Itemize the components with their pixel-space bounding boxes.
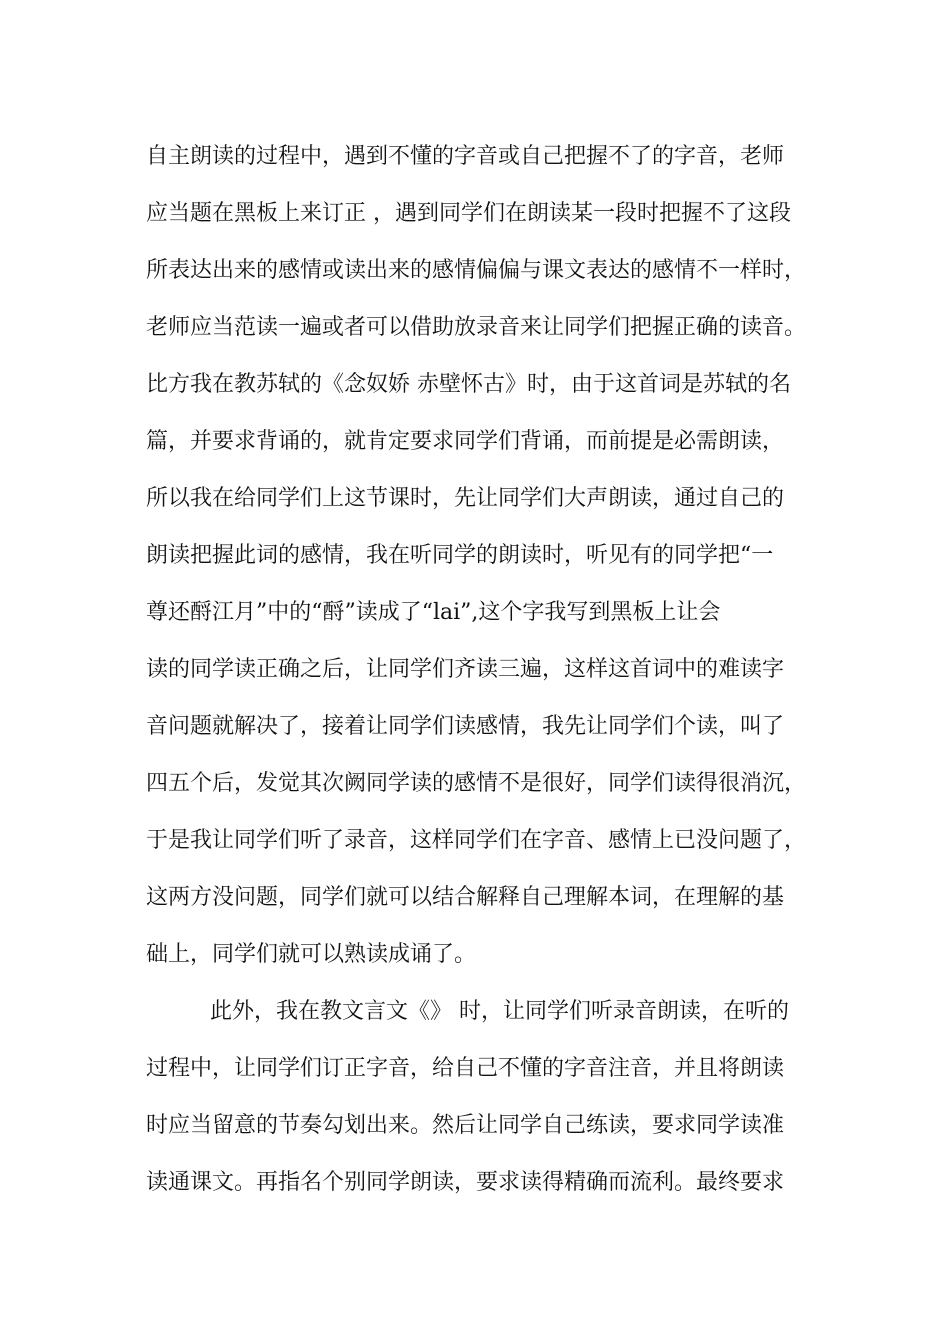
text-line: 础上，同学们就可以熟读成诵了。 [146,942,477,967]
text-line: 篇，并要求背诵的，就肯定要求同学们背诵，而前提是必需朗读， [146,429,785,454]
text-line: 读的同学读正确之后，让同学们齐读三遍，这样这首词中的难读字 [146,657,785,682]
text-line: 所表达出来的感情或读出来的感情偏偏与课文表达的感情不一样时， [146,258,807,283]
text-line: 于是我让同学们听了录音，这样同学们在字音、感情上已没问题了， [146,828,807,853]
text-line: 所以我在给同学们上这节课时，先让同学们大声朗读，通过自己的 [146,486,785,511]
text-line: 时应当留意的节奏勾划出来。然后让同学自己练读，要求同学读准 [146,1113,785,1138]
paragraph-2 [146,983,826,1211]
text-line: 这两方没问题，同学们就可以结合解释自己理解本词，在理解的基 [146,885,785,910]
text-line: 四五个后，发觉其次阙同学读的感情不是很好，同学们读得很消沉， [146,771,807,796]
body-text [146,128,826,1211]
text-line: 应当题在黑板上来订正 ，遇到同学们在朗读某一段时把握不了这段 [146,201,791,226]
text-line: 此外，我在教文言文《》 时，让同学们听录音朗读，在听的 [210,999,789,1024]
text-line: 朗读把握此词的感情，我在听同学的朗读时，听见有的同学把“一 [146,543,774,568]
text-line: 老师应当范读一遍或者可以借助放录音来让同学们把握正确的读音。 [146,315,807,340]
text-line: 音问题就解决了，接着让同学们读感情，我先让同学们个读，叫了 [146,714,785,739]
text-line: 过程中，让同学们订正字音，给自己不懂的字音注音，并且将朗读 [146,1056,785,1081]
text-line: 比方我在教苏轼的《念奴娇 赤壁怀古》时，由于这首词是苏轼的名 [146,372,791,397]
text-line: 读通课文。再指名个别同学朗读，要求读得精确而流利。最终要求 [146,1170,785,1195]
text-line: 自主朗读的过程中，遇到不懂的字音或自己把握不了的字音，老师 [146,144,785,169]
paragraph-1 [146,128,826,983]
text-line: 尊还酹江月”中的“酹”读成了“lai”,这个字我写到黑板上让会 [146,600,721,625]
